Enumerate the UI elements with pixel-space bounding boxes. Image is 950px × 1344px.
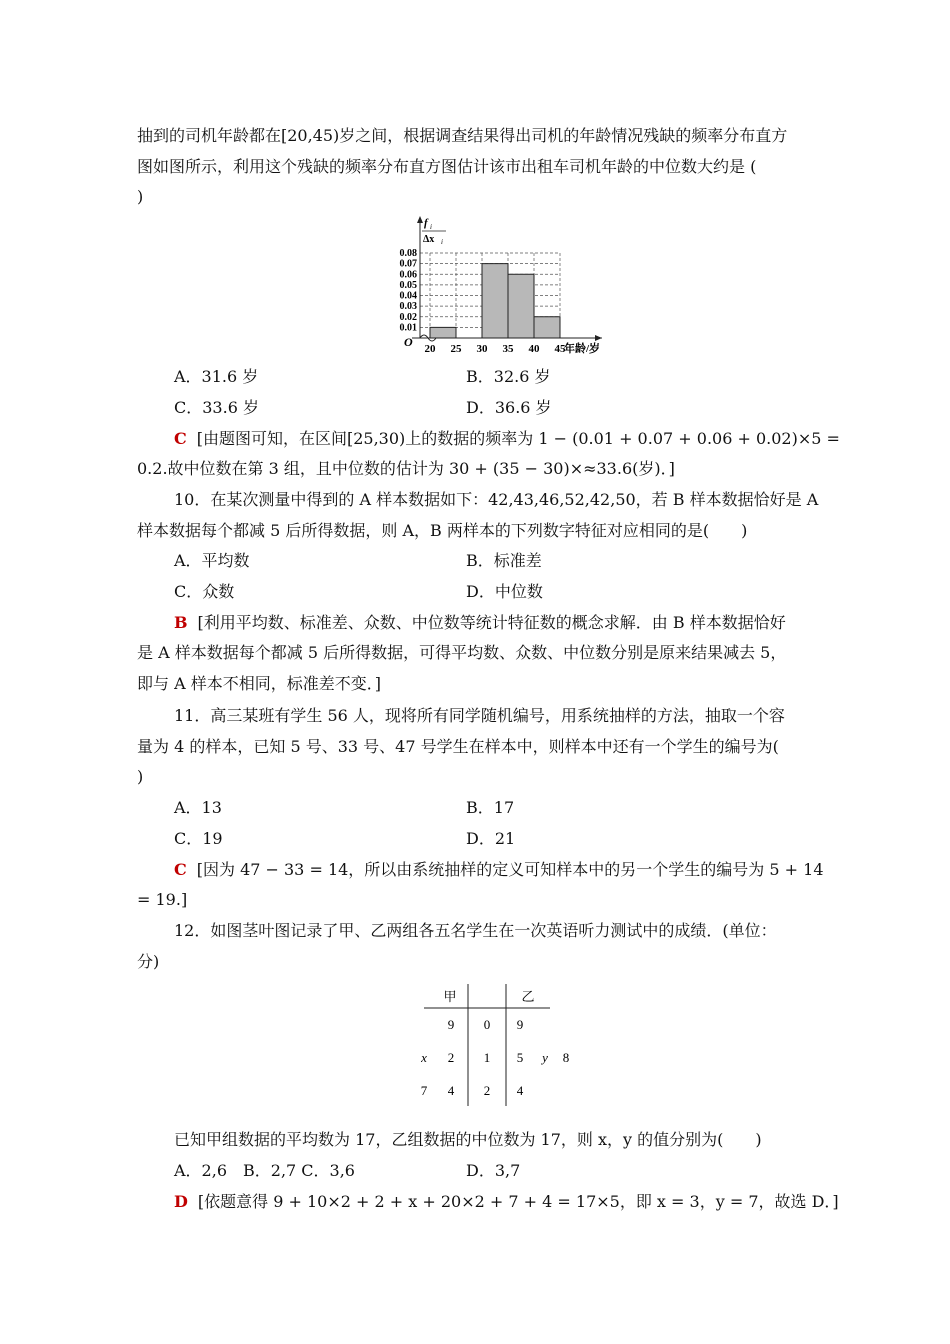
leaf-left-r2-1: 4	[447, 1083, 455, 1098]
y-axis-label-numerator-sub: i	[430, 223, 432, 231]
q11-explanation-line-1	[174, 860, 824, 880]
q9-text-line-3: )	[137, 187, 144, 206]
q10-answer-letter: B	[174, 613, 188, 632]
leaf-right-r1-0: 5	[516, 1050, 524, 1065]
q9-option-a: A．31.6 岁	[174, 367, 259, 386]
stem-leaf-svg	[410, 982, 590, 1106]
q10-text-line-2: 样本数据每个都减 5 后所得数据，则 A，B 两样本的下列数字特征对应相同的是( )	[137, 521, 748, 540]
q10-option-c: C．众数	[174, 582, 235, 601]
stem-r1: 1	[483, 1050, 491, 1065]
histogram-bar-3	[508, 274, 534, 338]
y-tick-label-0: 0.01	[399, 322, 417, 334]
q12-answer-letter: D	[174, 1192, 188, 1211]
leaf-right-r1-2: 8	[562, 1050, 570, 1065]
q9-answer-letter: C	[174, 429, 187, 448]
x-tick-label-2: 30	[476, 343, 488, 355]
q11-option-c: C．19	[174, 829, 223, 848]
y-tick-label-7: 0.08	[399, 248, 417, 259]
leaf-left-r0-0: 9	[447, 1017, 455, 1032]
q12-explanation-text: [依题意得 9 + 10×2 + 2 + x + 20×2 + 7 + 4 = 17×5，即 x = 3，y = 7，故选 D．]	[197, 1192, 839, 1211]
leaf-left-r1-0: x	[421, 1050, 427, 1065]
x-tick-label-0: 20	[424, 343, 436, 355]
leaf-left-r2-0: 7	[420, 1083, 428, 1098]
q10-explanation-line-1	[174, 613, 786, 633]
y-axis-label-numerator: f	[424, 217, 428, 229]
histogram-svg	[370, 212, 620, 360]
y-tick-label-5: 0.06	[399, 269, 417, 281]
y-tick-label-3: 0.04	[399, 290, 417, 302]
q9-text-line-2: 图如图所示，利用这个残缺的频率分布直方图估计该市出租车司机年龄的中位数大约是 (	[137, 157, 757, 176]
q12-text-line-1: 12．如图茎叶图记录了甲、乙两组各五名学生在一次英语听力测试中的成绩．(单位：	[174, 921, 777, 940]
leaf-right-r1-1: y	[542, 1050, 548, 1065]
q12-text-line-2: 分)	[137, 952, 160, 971]
leaf-right-r2-0: 4	[516, 1083, 524, 1098]
histogram-figure	[370, 212, 620, 360]
q12-options-abc: A．2,6 B．2,7 C．3,6	[174, 1161, 355, 1180]
q10-text-line-1: 10．在某次测量中得到的 A 样本数据如下：42,43,46,52,42,50，若 B 样本数据恰好是 A	[174, 490, 819, 509]
leaf-left-r1-1: 2	[447, 1050, 455, 1065]
q10-explanation-text: [利用平均数、标准差、众数、中位数等统计特征数的概念求解．由 B 样本数据恰好	[197, 613, 786, 632]
x-tick-label-4: 40	[528, 343, 540, 355]
y-axis-label-denominator-sub: i	[441, 238, 443, 246]
x-tick-label-1: 25	[450, 343, 462, 355]
q9-text-line-1: 抽到的司机年龄都在[20,45)岁之间，根据调查结果得出司机的年龄情况残缺的频率分布直方	[137, 126, 788, 145]
histogram-bar-0	[430, 327, 456, 338]
y-tick-label-4: 0.05	[399, 279, 417, 291]
q11-option-d: D．21	[466, 829, 516, 848]
x-axis-label: 年龄/岁	[564, 343, 601, 355]
stem-r0: 0	[483, 1017, 491, 1032]
q11-explanation-text: [因为 47 − 33 = 14，所以由系统抽样的定义可知样本中的另一个学生的编号为 5 + 14	[196, 860, 824, 879]
y-tick-label-2: 0.03	[399, 301, 417, 313]
y-axis-arrow	[417, 216, 423, 223]
q9-explanation-line-1	[174, 429, 840, 449]
q9-explanation-text: [由题图可知，在区间[25,30)上的数据的频率为 1 − (0.01 + 0.07 + 0.06 + 0.02)×5 =	[196, 429, 840, 448]
q10-option-b: B．标准差	[466, 551, 542, 570]
x-tick-label-5: 45	[554, 343, 566, 355]
q10-explanation-line-2: 是 A 样本数据每个都减 5 后所得数据，可得平均数、众数、中位数分别是原来结果减去 5，	[137, 643, 787, 662]
q11-text-line-1: 11．高三某班有学生 56 人，现将所有同学随机编号，用系统抽样的方法，抽取一个容	[174, 706, 785, 725]
q11-answer-letter: C	[174, 860, 187, 879]
histogram-bar-4	[534, 317, 560, 338]
q10-option-d: D．中位数	[466, 582, 543, 601]
q9-option-b: B．32.6 岁	[466, 367, 551, 386]
leaf-right-r0-0: 9	[516, 1017, 524, 1032]
q10-option-a: A．平均数	[174, 551, 250, 570]
stem-leaf-figure	[410, 982, 590, 1106]
q12-option-d: D．3,7	[466, 1161, 521, 1180]
q10-explanation-line-3: 即与 A 样本不相同，标准差不变．]	[137, 674, 381, 693]
y-tick-label-1: 0.02	[399, 311, 417, 323]
x-axis-arrow	[595, 335, 602, 341]
q9-option-c: C．33.6 岁	[174, 398, 259, 417]
stem-leaf-right-header: 乙	[521, 989, 535, 1004]
q12-text-line-3: 已知甲组数据的平均数为 17，乙组数据的中位数为 17，则 x，y 的值分别为( )	[174, 1130, 762, 1149]
histogram-bar-2	[482, 264, 508, 338]
y-axis-label-denominator: Δx	[423, 234, 435, 245]
stem-r2: 2	[483, 1083, 491, 1098]
q11-explanation-line-2: = 19.]	[137, 890, 188, 909]
stem-leaf-left-header: 甲	[443, 989, 457, 1004]
q11-option-b: B．17	[466, 798, 515, 817]
q12-explanation-line-1	[174, 1192, 839, 1212]
q9-option-d: D．36.6 岁	[466, 398, 552, 417]
origin-label: O	[404, 335, 413, 349]
q11-option-a: A．13	[174, 798, 222, 817]
x-tick-label-3: 35	[502, 343, 514, 355]
q11-text-line-2: 量为 4 的样本，已知 5 号、33 号、47 号学生在样本中，则样本中还有一个学生的编号为(	[137, 737, 779, 756]
q9-explanation-line-2: 0.2.故中位数在第 3 组，且中位数的估计为 30 + (35 − 30)×≈33.6(岁)．]	[137, 459, 675, 478]
q11-text-line-3: )	[137, 767, 144, 786]
y-tick-label-6: 0.07	[399, 258, 417, 270]
